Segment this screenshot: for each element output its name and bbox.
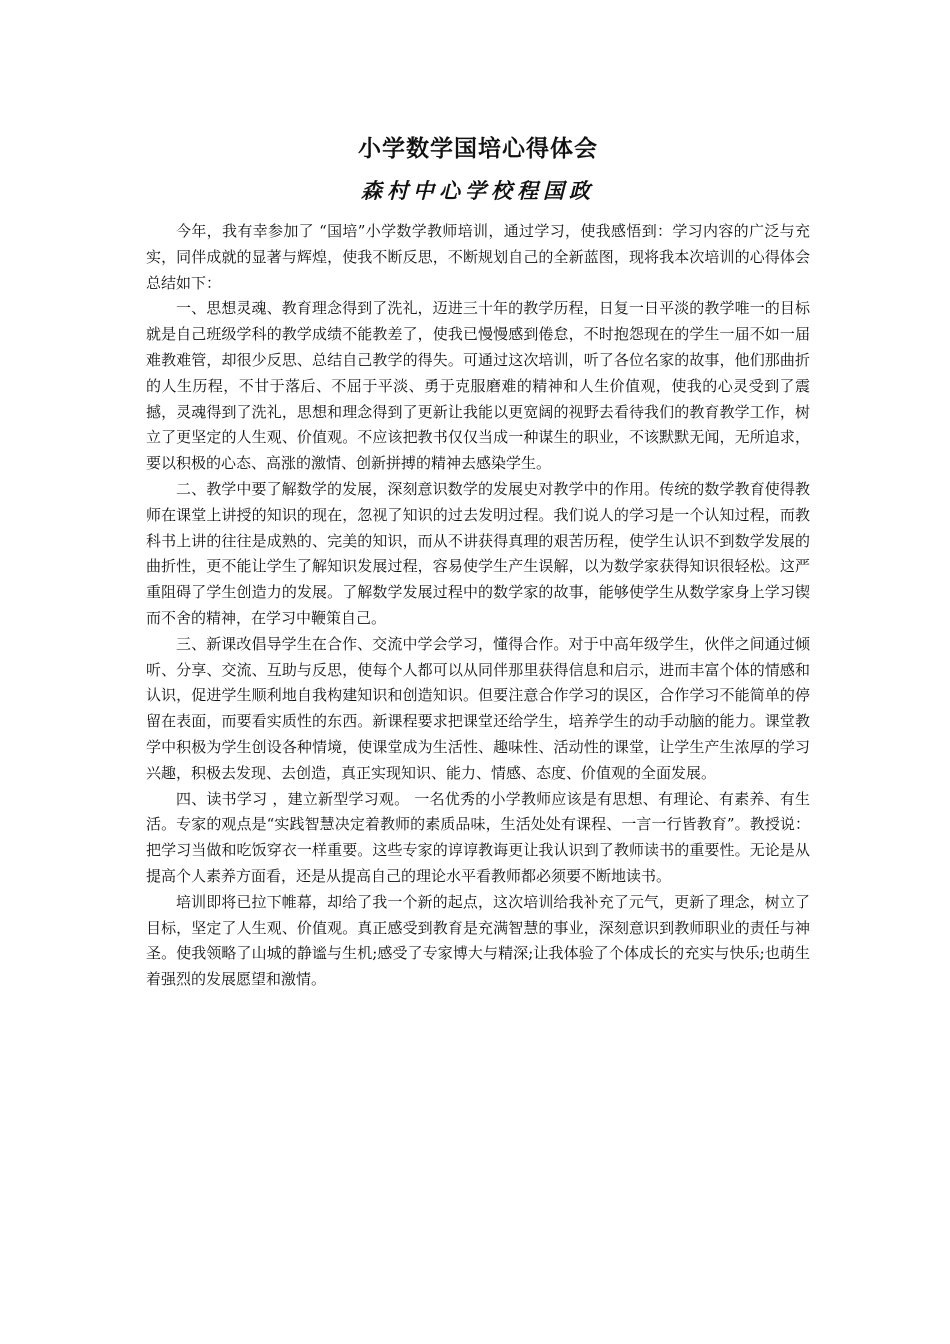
- paragraph-section-3: 三、新课改倡导学生在合作、交流中学会学习，懂得合作。对于中高年级学生，伙伴之间通过倾听、分享、交流、互助与反思，使每个人都可以从同伴那里获得信息和启示，进而丰富个体的情感和认识，促进学生顺利地自我构建知识和创造知识。但要注意合作学习的误区，合作学习不能简单的停留在表面，而要看实质性的东西。新课程要求把课堂还给学生，培养学生的动手动脑的能力。课堂教学中积极为学生创设各种情境，使课堂成为生活性、趣味性、活动性的课堂，让学生产生浓厚的学习兴趣，积极去发现、去创造，真正实现知识、能力、情感、态度、价值观的全面发展。: [146, 634, 810, 782]
- document-page: [146, 132, 810, 993]
- paragraph-conclusion: 培训即将已拉下帷幕，却给了我一个新的起点，这次培训给我补充了元气，更新了理念，树立了目标，坚定了人生观、价值观。真正感受到教育是充满智慧的事业，深刻意识到教师职业的责任与神圣。使我领略了山城的静谧与生机;感受了专家博大与精深;让我体验了个体成长的充实与快乐;也萌生着强烈的发展愿望和激情。: [146, 892, 810, 989]
- document-author: 森村中心学校程国政: [361, 178, 595, 203]
- document-title: 小学数学国培心得体会: [358, 135, 598, 162]
- paragraph-intro: 今年，我有幸参加了 “国培”小学数学教师培训，通过学习，使我感悟到：学习内容的广泛与充实，同伴成就的显著与辉煌，使我不断反思，不断规划自己的全新蓝图，现将我本次培训的心得体会总结如下：: [146, 222, 810, 292]
- paragraph-section-1: 一、思想灵魂、教育理念得到了洗礼，迈进三十年的教学历程，日复一日平淡的教学唯一的目标就是自己班级学科的教学成绩不能教差了，使我已慢慢感到倦怠，不时抱怨现在的学生一届不如一届难教难管，却很少反思、总结自己教学的得失。可通过这次培训，听了各位名家的故事，他们那曲折的人生历程，不甘于落后、不屈于平淡、勇于克服磨难的精神和人生价值观，使我的心灵受到了震撼，灵魂得到了洗礼，思想和理念得到了更新让我能以更宽阔的视野去看待我们的教育教学工作，树立了更坚定的人生观、价值观。不应该把教书仅仅当成一种谋生的职业，不该默默无闻，无所追求，要以积极的心态、高涨的激情、创新拼搏的精神去感染学生。: [146, 299, 810, 473]
- paragraph-section-2: 二、教学中要了解数学的发展，深刻意识数学的发展史对教学中的作用。传统的数学教育使得教师在课堂上讲授的知识的现在，忽视了知识的过去发明过程。我们说人的学习是一个认知过程，而教科书上讲的往往是成熟的、完美的知识，而从不讲获得真理的艰苦历程，使学生认识不到数学发展的曲折性，更不能让学生了解知识发展过程，容易使学生产生误解，以为数学家获得知识很轻松。这严重阻碍了学生创造力的发展。了解数学发展过程中的数学家的故事，能够使学生从数学家身上学习锲而不舍的精神，在学习中鞭策自己。: [146, 479, 810, 627]
- paragraph-section-4: 四、读书学习 ，建立新型学习观。 一名优秀的小学教师应该是有思想、有理论、有素养、有生活。专家的观点是“实践智慧决定着教师的素质品味，生活处处有课程、一言一行皆教育”。教授说：把学习当做和吃饭穿衣一样重要。这些专家的谆谆教诲更让我认识到了教师读书的重要性。无论是从提高个人素养方面看，还是从提高自己的理论水平看教师都必须要不断地读书。: [146, 789, 810, 885]
